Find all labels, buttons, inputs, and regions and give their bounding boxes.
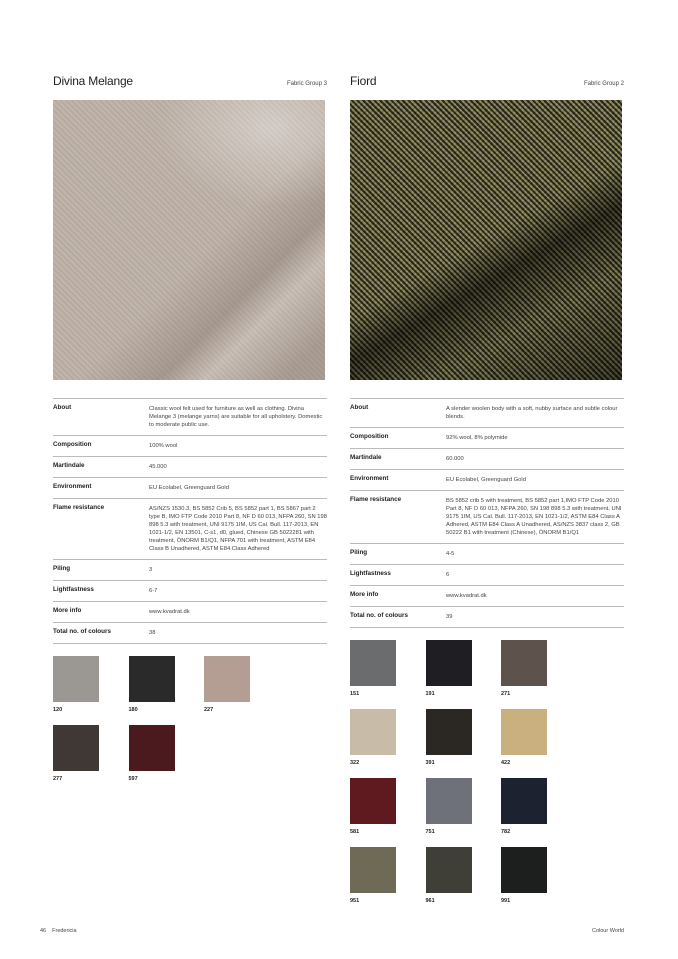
spec-row [53,602,327,623]
swatch-chip [426,709,472,755]
spec-label: Environment [53,483,92,490]
spec-label: Lightfastness [350,570,391,577]
spec-label: More info [53,607,82,614]
swatch-code: 227 [204,707,214,713]
swatch-chip [350,847,396,893]
fabric-group: Fabric Group 2 [583,81,624,87]
colour-swatch [426,778,502,835]
fabric-name: Fiord [350,74,377,88]
fabric-header [53,74,327,94]
spec-row [350,565,624,586]
spec-row [350,449,624,470]
spec-row [53,581,327,602]
spec-row [350,491,624,544]
spec-label: More info [350,591,379,598]
swatch-chip [501,778,547,824]
spec-label: About [53,404,72,411]
spec-value: 100% wool [149,443,178,449]
spec-table [53,398,327,644]
colour-swatch [53,725,129,782]
fabric-photo [53,100,325,380]
swatch-code: 322 [350,760,360,766]
spec-row [53,499,327,560]
spec-value: AS/NZS 1530.3, BS 5852 Crib 5, BS 5852 part 1, BS 5867 part 2 type B, IMO FTP Code 2010 Part 8, NF D 60 013, NFPA 260, SN 198 898 5.3 with treatment, UNI 9175 1IM, US Cal. Bull. 117-2013, EN 1021-1/2, EN 13501, C-s1, d0, glued, Chinese GB 5022281 with treatment, ÖNORM B1/Q1, NFPA 701 with treatment, ASTM E84 Class B Unadhered, ASTM E84 Class Adhered [149,506,327,552]
swatch-chip [204,656,250,702]
spec-label: Martindale [350,454,382,461]
fabric-name: Divina Melange [53,74,133,88]
spec-row [350,428,624,449]
swatch-code: 991 [501,898,511,904]
spec-value: EU Ecolabel, Greenguard Gold [446,477,526,483]
swatch-chip [501,847,547,893]
spec-row [350,544,624,565]
swatch-chip [501,640,547,686]
spec-row [53,457,327,478]
swatch-grid [350,640,624,916]
colour-swatch [426,640,502,697]
swatch-code: 271 [501,691,511,697]
swatch-chip [129,725,175,771]
colour-swatch [501,847,577,904]
footer-left [40,928,77,934]
colour-swatch [129,656,205,713]
spec-value[interactable]: www.kvadrat.dk [446,593,487,599]
colour-swatch [350,778,426,835]
swatch-chip [53,725,99,771]
spec-label: Piling [53,565,71,572]
colour-swatch [350,847,426,904]
spec-value: 6-7 [149,588,158,594]
swatch-code: 751 [425,829,435,835]
colour-swatch [501,778,577,835]
spec-label: Martindale [53,462,85,469]
spec-label: Lightfastness [53,586,94,593]
spec-value: 45.000 [149,464,167,470]
swatch-code: 422 [501,760,511,766]
swatch-chip [350,778,396,824]
fabric-group: Fabric Group 3 [286,81,327,87]
spec-value: 92% wool, 8% polymide [446,435,508,441]
page-number: 46 [40,928,47,934]
spec-value[interactable]: www.kvadrat.dk [149,609,190,615]
spec-row [350,470,624,491]
spec-value: 60.000 [446,456,464,462]
fabric-column-fiord [350,74,624,916]
spec-value: 4-5 [446,551,455,557]
spec-table [350,398,624,628]
spec-row [350,607,624,628]
colour-swatch [350,640,426,697]
swatch-code: 391 [425,760,435,766]
section-name: Colour World [592,928,624,934]
spec-label: Flame resistance [350,496,402,503]
spec-row [350,586,624,607]
spec-value: 6 [446,572,450,578]
spec-value: 38 [149,630,156,636]
swatch-code: 191 [425,691,435,697]
swatch-code: 951 [350,898,360,904]
spec-row [53,560,327,581]
spec-row [53,623,327,644]
brand-name: Fredericia [52,928,77,934]
spec-row [53,399,327,436]
fabric-header [350,74,624,94]
swatch-chip [350,709,396,755]
swatch-chip [426,847,472,893]
spec-label: Composition [53,441,92,448]
swatch-code: 180 [128,707,138,713]
swatch-code: 961 [425,898,435,904]
spec-value: 3 [149,567,153,573]
colour-swatch [129,725,205,782]
spec-label: Total no. of colours [350,612,408,619]
fabric-photo [350,100,622,380]
spec-value: EU Ecolabel, Greenguard Gold [149,485,229,491]
spec-label: Composition [350,433,389,440]
spec-value: BS 5852 crib 5 with treatment, BS 5852 part 1,IMO FTP Code 2010 Part 8, NF D 60 013, NFPA 260, SN 198 898 5.3 with treatment, UNI 9175 1IM, US Cal. Bull. 117-2013, EN 1021-1/2, ASTM E84 Class A Adhered, ASTM E84 Class A Unadhered, AS/NZS 3837 class 2, GB 50222 B1 with treatment (Chinese), ÖNORM B1/Q1 [446,498,622,536]
swatch-code: 277 [53,776,63,782]
spec-label: Total no. of colours [53,628,111,635]
spec-label: Flame resistance [53,504,105,511]
swatch-chip [426,640,472,686]
swatch-chip [350,640,396,686]
colour-swatch [501,709,577,766]
swatch-code: 120 [53,707,63,713]
swatch-chip [426,778,472,824]
swatch-code: 581 [350,829,360,835]
spec-row [53,478,327,499]
swatch-code: 597 [128,776,138,782]
colour-swatch [426,847,502,904]
swatch-chip [501,709,547,755]
spec-label: Piling [350,549,368,556]
spec-value: Classic wool felt used for furniture as well as clothing. Divina Melange 3 (melange yarns) are suitable for all upholstery. Domestic to moderate public use. [149,406,323,428]
colour-swatch [204,656,280,713]
spec-value: A slender woolen body with a soft, nubby surface and subtle colour blends. [446,406,618,420]
colour-swatch [426,709,502,766]
colour-swatch [501,640,577,697]
swatch-code: 151 [350,691,360,697]
spec-label: About [350,404,369,411]
swatch-grid [53,656,327,794]
colour-swatch [53,656,129,713]
spec-row [350,399,624,428]
fabric-column-divina-melange [53,74,327,794]
spec-value: 39 [446,614,453,620]
swatch-chip [53,656,99,702]
swatch-code: 782 [501,829,511,835]
spec-row [53,436,327,457]
colour-swatch [350,709,426,766]
swatch-chip [129,656,175,702]
spec-label: Environment [350,475,389,482]
